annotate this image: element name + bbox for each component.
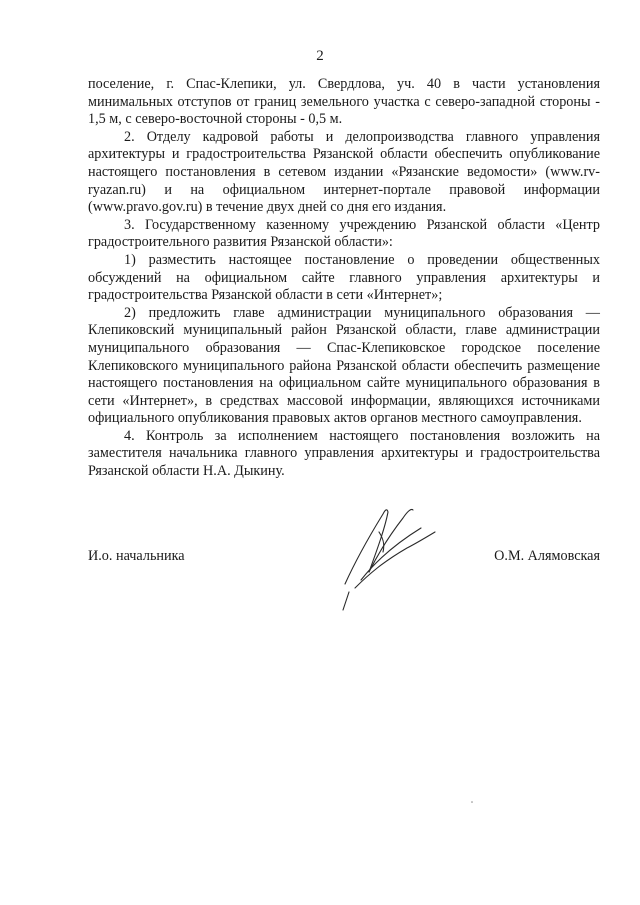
handwritten-signature (325, 492, 445, 612)
document-body (88, 76, 600, 481)
page-number: 2 (316, 48, 324, 64)
paragraph-item-4: 4. Контроль за исполнением настоящего постановления возложить на заместителя начальника главного управления архитектуры и градостроительства Рязанской области Н.А. Дыкину. (88, 427, 600, 480)
signatory-name: О.М. Алямовская (494, 548, 600, 564)
signatory-title: И.о. начальника (88, 548, 185, 564)
paragraph-subitem-2: 2) предложить главе администрации муниципального образования — Клепиковский муниципальный район Рязанской области, главе администрации муниципального образования — Спас-Клепиковское городское поселение Клепиковского муниципального района Рязанской области обеспечить размещение настоящего постановления на официальном сайте муниципального образования в сети «Интернет», в средствах массовой информации, являющихся источниками официального опубликования правовых актов органов местного самоуправления. (88, 304, 600, 427)
paragraph-item-3: 3. Государственному казенному учреждению Рязанской области «Центр градостроительного развития Рязанской области»: (88, 216, 600, 251)
paragraph-continuation: поселение, г. Спас-Клепики, ул. Свердлова, уч. 40 в части установления минимальных отступов от границ земельного участка с северо-западной стороны - 1,5 м, с северо-восточной стороны - 0,5 м. (88, 76, 600, 128)
paragraph-item-2: 2. Отделу кадровой работы и делопроизводства главного управления архитектуры и градостроительства Рязанской области обеспечить опубликование настоящего постановления в сетевом издании «Рязанские ведомости» (www.rv-ryazan.ru) и на официальном интернет-портале правовой информации (www.pravo.gov.ru) в течение двух дней со дня его издания. (88, 128, 600, 216)
paragraph-subitem-1: 1) разместить настоящее постановление о проведении общественных обсуждений на официальном сайте главного управления архитектуры и градостроительства Рязанской области в сети «Интернет»; (88, 251, 600, 304)
scan-dot (470, 800, 474, 804)
